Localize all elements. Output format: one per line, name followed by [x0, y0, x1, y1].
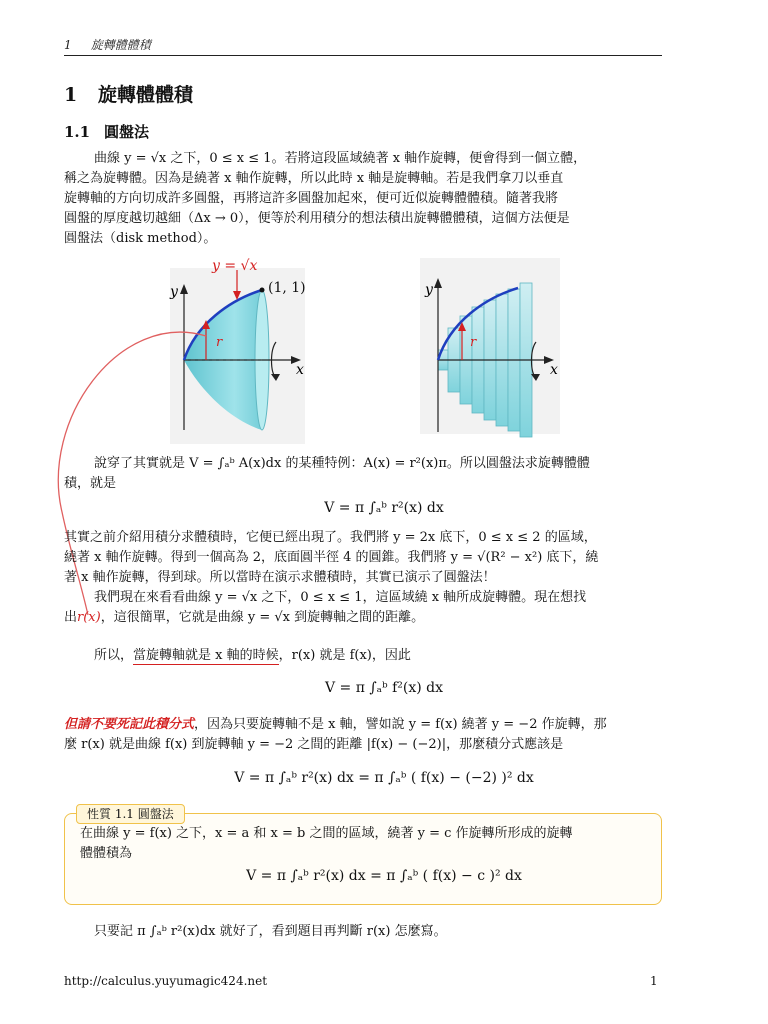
right-x-label: x [550, 362, 558, 378]
para3-line5 [64, 608, 664, 628]
para3-line4: 我們現在來看看曲線 y = √x 之下，0 ≤ x ≤ 1，這區域繞 x 軸所成旋轉體。現在想找 [94, 590, 587, 605]
footer-page-number: 1 [650, 974, 658, 988]
para2-line2: 積，就是 [64, 476, 117, 491]
right-r-label: r [470, 335, 477, 350]
para4-underlined: 當旋轉軸就是 x 軸的時候 [133, 648, 279, 663]
property-tab: 性質 1.1 圓盤法 [76, 804, 185, 824]
left-r-label: r [216, 335, 223, 350]
header-section-num: 1 [64, 38, 72, 52]
footer-url[interactable]: http://calculus.yuyumagic424.net [64, 974, 268, 988]
para1-line2: 稱之為旋轉體。因為是繞著 x 軸作旋轉，所以此時 x 軸是旋轉軸。若是我們拿刀以垂直 [64, 171, 564, 186]
warning-text: 但請不要死記此積分式 [64, 717, 195, 732]
point-label: (1, 1) [268, 280, 306, 296]
para3-line1: 其實之前介紹用積分求體積時，它便已經出現了。我們將 y = 2x 底下，0 ≤ x ≤ 2 的區域， [64, 530, 597, 545]
section-number: 1 [64, 84, 78, 106]
para4-post: ，r(x) 就是 f(x)，因此 [278, 648, 411, 663]
para4-line [64, 646, 694, 666]
para1-line5: 圓盤法（disk method）。 [64, 231, 217, 246]
equation-2: V = π ∫ₐᵇ f²(x) dx [324, 680, 444, 696]
left-x-label: x [296, 362, 304, 378]
right-y-label: y [425, 282, 433, 298]
property-line2: 體體積為 [80, 846, 133, 861]
property-equation: V = π ∫ₐᵇ r²(x) dx = π ∫ₐᵇ ( f(x) − c )² dx [246, 868, 522, 884]
equation-1: V = π ∫ₐᵇ r²(x) dx [324, 500, 444, 516]
para3-line5-post: ，這很簡單，它就是曲線 y = √x 到旋轉軸之間的距離。 [100, 610, 425, 625]
header-section-title: 旋轉體體積 [90, 38, 151, 52]
para5-line1-post: ，因為只要旋轉軸不是 x 軸，譬如說 y = f(x) 繞著 y = −2 作旋轉，那 [194, 717, 607, 732]
header-rule [64, 55, 662, 56]
closing-line: 只要記 π ∫ₐᵇ r²(x)dx 就好了，看到題目再判斷 r(x) 怎麼寫。 [94, 924, 447, 939]
para4-pre: 所以， [94, 648, 134, 663]
para1-line4: 圓盤的厚度越切越細（Δx → 0），便等於利用積分的想法積出旋轉體體積，這個方法便是 [64, 211, 570, 226]
para5-line1 [64, 715, 664, 735]
subsection-number: 1.1 [64, 123, 91, 141]
para1-line1: 曲線 y = √x 之下，0 ≤ x ≤ 1。若將這段區域繞著 x 軸作旋轉，便會得到一個立體， [94, 151, 587, 166]
subsection-title-text: 圓盤法 [104, 123, 150, 141]
running-header [64, 36, 151, 53]
para2-line1: 說穿了其實就是 V = ∫ₐᵇ A(x)dx 的某種特例：A(x) = r²(x)π。所以圓盤法求旋轉體體 [94, 456, 590, 471]
left-y-label: y [170, 284, 178, 300]
subsection-title [64, 121, 149, 142]
para5-line2: 麼 r(x) 就是曲線 f(x) 到旋轉軸 y = −2 之間的距離 |f(x) − (−2)|，那麼積分式應該是 [64, 737, 564, 752]
left-point [260, 288, 265, 293]
curve-label: y = √x [212, 258, 258, 274]
para3-line3: 著 x 軸作旋轉，得到球。所以當時在演示求體積時，其實已演示了圓盤法！ [64, 570, 496, 585]
section-title [64, 80, 193, 107]
para1-line3: 旋轉軸的方向切成許多圓盤，再將這許多圓盤加起來，便可近似旋轉體體積。隨著我將 [64, 191, 559, 206]
equation-3: V = π ∫ₐᵇ r²(x) dx = π ∫ₐᵇ ( f(x) − (−2) )² dx [234, 770, 534, 786]
para3-line5-pre: 出 [64, 610, 78, 625]
para3-line2: 繞著 x 軸作旋轉。得到一個高為 2，底面圓半徑 4 的圓錐。我們將 y = √(R² − x²) 底下，繞 [64, 550, 599, 565]
property-line1: 在曲線 y = f(x) 之下，x = a 和 x = b 之間的區域，繞著 y = c 作旋轉所形成的旋轉 [80, 826, 573, 841]
section-title-text: 旋轉體體積 [98, 84, 194, 106]
r-of-x-highlight: r(x) [77, 610, 101, 625]
